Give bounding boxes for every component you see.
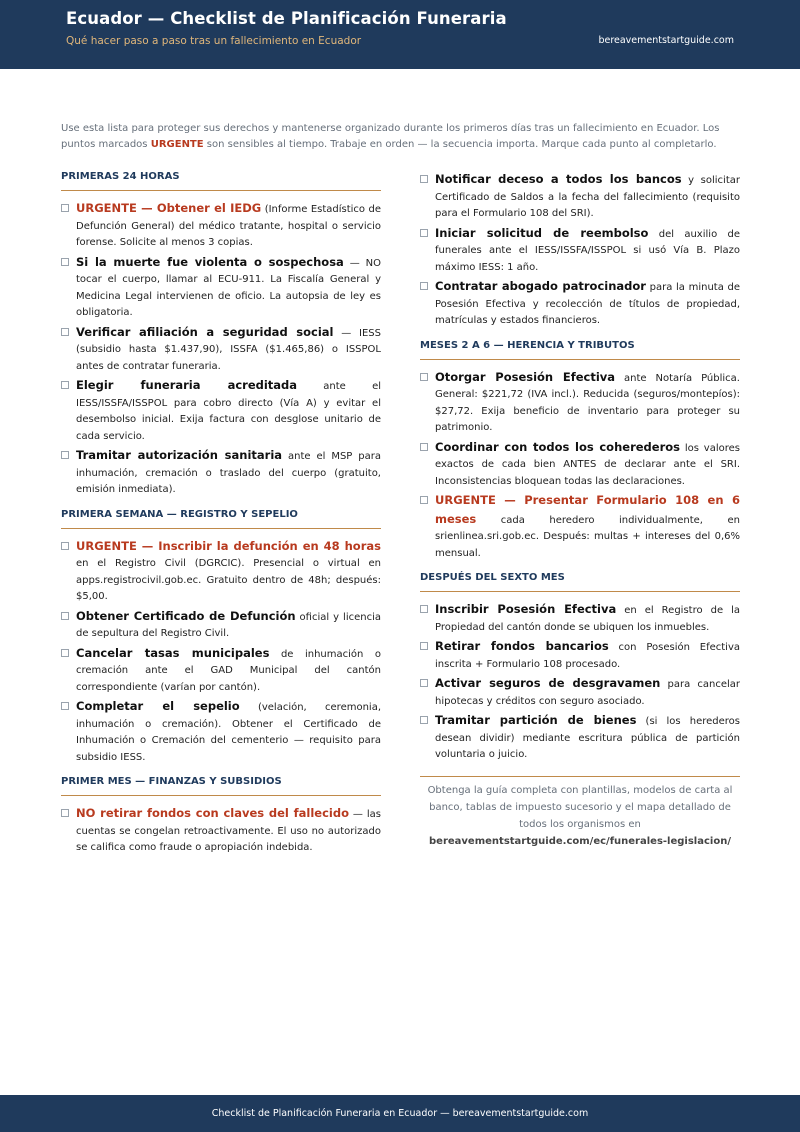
section-title-primer-mes: PRIMER MES — FINANZAS Y SUBSIDIOS — [61, 776, 381, 796]
item-lead: Completar el sepelio — [76, 699, 240, 713]
item-detail: ante el MSP para inhumación, cremación o traslado del cuerpo (gratuito, emisión inmediata). — [76, 451, 381, 495]
checklist-item — [61, 200, 381, 252]
checkbox[interactable] — [61, 258, 69, 266]
checklist-item — [61, 324, 381, 376]
checklist-item — [420, 675, 740, 710]
item-detail: los valores exactos de cada bien ANTES de declarar ante el SRI. Inconsistencias bloquean todas las declaraciones. — [435, 442, 740, 487]
document-title: Ecuador — Checklist de Planificación Funeraria — [66, 9, 507, 28]
item-detail: ante el IESS/ISSFA/ISSPOL para cobro directo (Vía A) y evitar el desembolso inicial. Exija factura con desglose unitario de cada servicio. — [76, 381, 382, 442]
item-lead: NO retirar fondos con claves del fallecido — [76, 806, 349, 820]
checklist-item — [61, 377, 381, 445]
item-lead: Notificar deceso a todos los bancos — [435, 172, 682, 186]
item-lead: Coordinar con todos los coherederos — [435, 439, 680, 454]
item-lead: URGENTE — Presentar Formulario 108 en 6 meses — [435, 493, 740, 526]
guide-promo — [420, 776, 740, 850]
promo-link[interactable]: bereavementstartguide.com/ec/funerales-legislacion/ — [429, 835, 731, 847]
checklist-item — [420, 601, 740, 636]
page-header — [0, 0, 800, 69]
checklist-item — [420, 225, 740, 277]
checkbox[interactable] — [420, 443, 428, 451]
item-lead: Tramitar autorización sanitaria — [76, 448, 283, 462]
checkbox[interactable] — [61, 328, 69, 336]
item-detail: — IESS (subsidio hasta $1.437,90), ISSFA ($1.465,86) o ISSPOL antes de contratar funeraria. — [76, 327, 381, 372]
item-lead: Verificar afiliación a seguridad social — [76, 324, 334, 339]
checklist-item — [420, 638, 740, 673]
intro-urgent-keyword: URGENTE — [150, 139, 204, 150]
checkbox[interactable] — [61, 381, 69, 389]
item-lead: Tramitar partición de bienes — [435, 713, 637, 727]
section-title-primeras-24-horas: PRIMERAS 24 HORAS — [61, 171, 381, 191]
site-link[interactable]: bereavementstartguide.com — [598, 35, 734, 46]
checkbox[interactable] — [61, 542, 69, 550]
item-lead: URGENTE — Inscribir la defunción en 48 horas — [76, 538, 381, 553]
checkbox[interactable] — [420, 229, 428, 237]
checklist-item — [420, 369, 740, 437]
item-detail: y solicitar Certificado de Saldos a la fecha del fallecimiento (requisito para el Formulario 108 del SRI). — [435, 175, 740, 219]
item-lead: Obtener Certificado de Defunción — [76, 608, 296, 623]
section-title-primera-semana: PRIMERA SEMANA — REGISTRO Y SEPELIO — [61, 509, 381, 529]
checkbox[interactable] — [420, 605, 428, 613]
checkbox[interactable] — [420, 679, 428, 687]
checkbox[interactable] — [61, 612, 69, 620]
intro-text-before: Use esta lista para proteger sus derechos y mantenerse organizado durante los primeros días tras un fallecimiento en Ecuador. Los puntos marcados — [61, 123, 720, 150]
checkbox[interactable] — [61, 702, 69, 710]
section-title-meses-2-a-6: MESES 2 A 6 — HERENCIA Y TRIBUTOS — [420, 340, 740, 360]
item-detail: (si los herederos desean dividir) mediante escritura pública de partición voluntaria o juicio. — [435, 716, 740, 760]
intro-text-after: son sensibles al tiempo. Trabaje en orden — la secuencia importa. Marque cada punto al completarlo. — [203, 139, 717, 150]
item-detail: (Informe Estadístico de Defunción General) del médico tratante, hospital o servicio forense. Solicite al menos 3 copias. — [76, 204, 381, 248]
checklist-item — [61, 608, 381, 643]
item-detail: — las cuentas se congelan retroactivamente. El uso no autorizado se califica como fraude o apropiación indebida. — [76, 809, 381, 853]
checkbox[interactable] — [420, 175, 428, 183]
item-lead: Activar seguros de desgravamen — [435, 676, 661, 690]
item-detail: cada heredero individualmente, en srienlinea.sri.gob.ec. Después: multas + intereses del 0,6% mensual. — [435, 514, 740, 559]
item-detail: para la minuta de Posesión Efectiva y recolección de títulos de propiedad, matrículas y estados financieros. — [435, 282, 740, 326]
checklist-item — [420, 439, 740, 491]
item-lead: Contratar abogado patrocinador — [435, 279, 646, 293]
checkbox[interactable] — [420, 373, 428, 381]
item-lead: Retirar fondos bancarios — [435, 639, 609, 653]
checklist-item — [61, 254, 381, 322]
item-detail: oficial y licencia de sepultura del Registro Civil. — [76, 611, 381, 639]
checkbox[interactable] — [420, 642, 428, 650]
item-detail: para cancelar hipotecas y créditos con seguro asociado. — [435, 679, 740, 707]
checklist-item — [61, 538, 381, 606]
promo-text: Obtenga la guía completa con plantillas, modelos de carta al banco, tablas de impuesto sucesorio y el mapa detallado de todos los organismos en — [427, 784, 733, 830]
checklist-item — [420, 712, 740, 764]
checklist-item — [61, 698, 381, 766]
checklist-item — [61, 645, 381, 697]
item-lead: Cancelar tasas municipales — [76, 645, 270, 660]
item-lead: Otorgar Posesión Efectiva — [435, 369, 616, 384]
section-title-despues-sexto-mes: DESPUÉS DEL SEXTO MES — [420, 572, 740, 592]
item-detail: — NO tocar el cuerpo, llamar al ECU-911. La Fiscalía General y Medicina Legal intervienen de oficio. La autopsia de ley es obligatoria. — [76, 257, 381, 318]
checkbox[interactable] — [420, 716, 428, 724]
checklist-item — [420, 492, 740, 562]
checkbox[interactable] — [61, 809, 69, 817]
checkbox[interactable] — [61, 451, 69, 459]
item-detail: en el Registro de la Propiedad del cantón donde se ubiquen los inmuebles. — [435, 605, 741, 633]
checklist-item — [420, 278, 740, 330]
item-lead: Elegir funeraria acreditada — [76, 378, 298, 392]
item-detail: de inhumación o cremación ante el GAD Municipal del cantón correspondiente (varían por cantón). — [76, 648, 381, 693]
item-detail: con Posesión Efectiva inscrita + Formulario 108 procesado. — [435, 642, 740, 670]
item-detail: en el Registro Civil (DGRCIC). Presencial o virtual en apps.registrocivil.gob.ec. Gratuito dentro de 48h; después: $5,00. — [76, 558, 381, 602]
item-detail: del auxilio de funerales ante el IESS/ISSFA/ISSPOL si usó Vía B. Plazo máximo IESS: 1 año. — [435, 228, 740, 273]
right-column — [420, 171, 740, 850]
checkbox[interactable] — [420, 496, 428, 504]
checklist-item — [420, 171, 740, 223]
document-subtitle: Qué hacer paso a paso tras un fallecimiento en Ecuador — [66, 35, 362, 47]
item-detail: ante Notaría Pública. General: $221,72 (IVA incl.). Reducida (seguros/montepíos): $27,72. Exija beneficio de inventario para proteger su patrimonio. — [435, 372, 740, 433]
checklist-item — [61, 447, 381, 499]
checkbox[interactable] — [61, 204, 69, 212]
checkbox[interactable] — [61, 649, 69, 657]
left-column — [61, 171, 381, 859]
intro-paragraph — [61, 121, 741, 153]
item-lead: URGENTE — Obtener el IEDG — [76, 201, 262, 215]
item-lead: Inscribir Posesión Efectiva — [435, 602, 617, 616]
item-lead: Iniciar solicitud de reembolso — [435, 225, 649, 240]
checkbox[interactable] — [420, 282, 428, 290]
item-detail: (velación, ceremonia, inhumación o cremación). Obtener el Certificado de Inhumación o Cremación del cementerio — requisito para subsidio IESS. — [76, 702, 381, 763]
page-footer: Checklist de Planificación Funeraria en Ecuador — bereavementstartguide.com — [0, 1095, 800, 1132]
item-lead: Si la muerte fue violenta o sospechosa — [76, 254, 344, 269]
checklist-item — [61, 805, 381, 857]
